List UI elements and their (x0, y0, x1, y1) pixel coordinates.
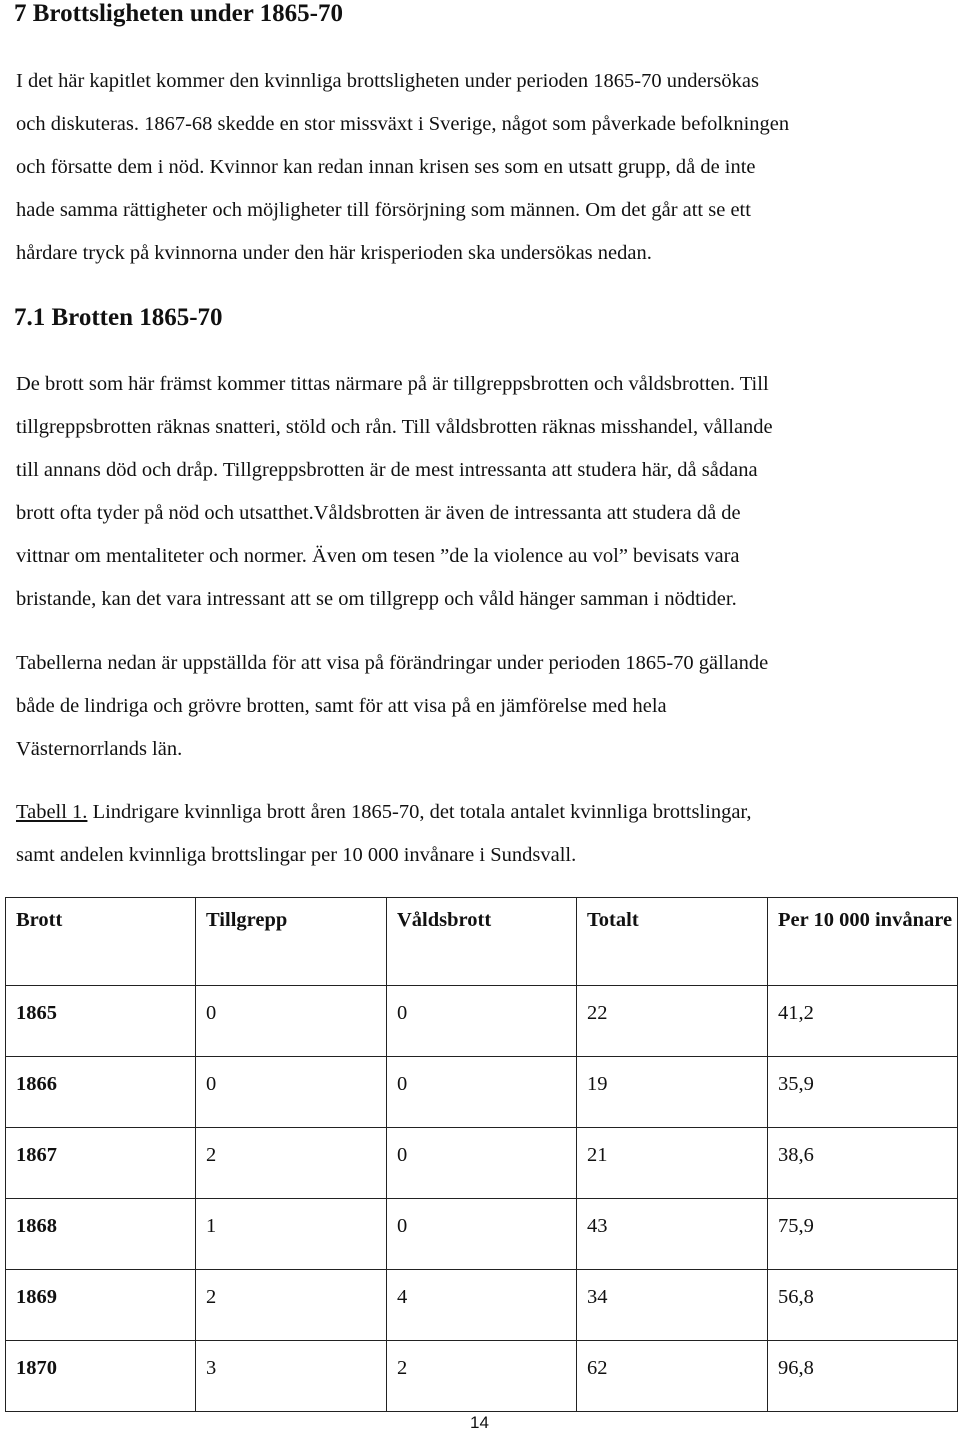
intro-line: och försatte dem i nöd. Kvinnor kan redan innan krisen ses som en utsatt grupp, då de inte (16, 156, 756, 178)
cell-valdsbrott: 2 (387, 1341, 577, 1412)
intro-line: hårdare tryck på kvinnorna under den här krisperioden ska undersökas nedan. (16, 242, 652, 264)
intro-line: och diskuteras. 1867-68 skedde en stor missväxt i Sverige, något som påverkade befolkningen (16, 113, 790, 135)
intro-paragraph (16, 60, 951, 275)
cell-year: 1865 (6, 986, 196, 1057)
cell-year: 1870 (6, 1341, 196, 1412)
crimes-line: vittnar om mentaliteter och normer. Även om tesen ”de la violence au vol” bevisats vara (16, 545, 740, 567)
cell-tillgrepp: 1 (196, 1199, 387, 1270)
tables-paragraph (16, 642, 951, 771)
cell-per-10000: 41,2 (768, 986, 958, 1057)
caption-line (16, 791, 951, 834)
crimes-line: De brott som här främst kommer tittas närmare på är tillgreppsbrotten och våldsbrotten. Till (16, 373, 769, 395)
cell-totalt: 22 (577, 986, 768, 1057)
table-row (6, 1199, 958, 1270)
cell-tillgrepp: 0 (196, 1057, 387, 1128)
table-row (6, 1057, 958, 1128)
crimes-line: tillgreppsbrotten räknas snatteri, stöld och rån. Till våldsbrotten räknas misshandel, vållande (16, 416, 773, 438)
section-heading: 7.1 Brotten 1865-70 (14, 304, 223, 331)
cell-tillgrepp: 2 (196, 1128, 387, 1199)
table-row (6, 986, 958, 1057)
crimes-line: brott ofta tyder på nöd och utsatthet.Våldsbrotten är även de intressanta att studera då de (16, 502, 741, 524)
header-tillgrepp: Tillgrepp (196, 898, 387, 986)
cell-year: 1866 (6, 1057, 196, 1128)
table-row (6, 1128, 958, 1199)
caption-text: Lindrigare kvinnliga brott åren 1865-70, det totala antalet kvinnliga brottslingar, (87, 801, 752, 823)
cell-valdsbrott: 4 (387, 1270, 577, 1341)
cell-tillgrepp: 3 (196, 1341, 387, 1412)
tables-line: Tabellerna nedan är uppställda för att visa på förändringar under perioden 1865-70 gällande (16, 652, 769, 674)
cell-valdsbrott: 0 (387, 1128, 577, 1199)
tables-line: Västernorrlands län. (16, 738, 183, 760)
tables-line: både de lindriga och grövre brotten, samt för att visa på en jämförelse med hela (16, 695, 667, 717)
intro-line: I det här kapitlet kommer den kvinnliga brottsligheten under perioden 1865-70 undersökas (16, 70, 759, 92)
table-caption (16, 791, 951, 877)
cell-totalt: 19 (577, 1057, 768, 1128)
cell-valdsbrott: 0 (387, 1199, 577, 1270)
cell-totalt: 21 (577, 1128, 768, 1199)
cell-per-10000: 38,6 (768, 1128, 958, 1199)
intro-line: hade samma rättigheter och möjligheter till försörjning som männen. Om det går att se ett (16, 199, 751, 221)
cell-per-10000: 56,8 (768, 1270, 958, 1341)
cell-totalt: 34 (577, 1270, 768, 1341)
header-valdsbrott: Våldsbrott (387, 898, 577, 986)
cell-tillgrepp: 2 (196, 1270, 387, 1341)
cell-per-10000: 96,8 (768, 1341, 958, 1412)
header-brott: Brott (6, 898, 196, 986)
cell-totalt: 43 (577, 1199, 768, 1270)
cell-per-10000: 35,9 (768, 1057, 958, 1128)
caption-line: samt andelen kvinnliga brottslingar per 10 000 invånare i Sundsvall. (16, 844, 577, 866)
crime-table (5, 897, 958, 1412)
crimes-line: bristande, kan det vara intressant att se om tillgrepp och våld hänger samman i nödtider. (16, 588, 737, 610)
table-row (6, 1341, 958, 1412)
header-totalt: Totalt (577, 898, 768, 986)
cell-valdsbrott: 0 (387, 986, 577, 1057)
cell-per-10000: 75,9 (768, 1199, 958, 1270)
page-number: 14 (470, 1413, 489, 1432)
cell-year: 1867 (6, 1128, 196, 1199)
table-header-row (6, 898, 958, 986)
caption-label: Tabell 1. (16, 801, 88, 823)
crimes-paragraph (16, 363, 951, 621)
cell-totalt: 62 (577, 1341, 768, 1412)
crimes-line: till annans död och dråp. Tillgreppsbrotten är de mest intressanta att studera här, då sådana (16, 459, 758, 481)
table-row (6, 1270, 958, 1341)
cell-year: 1868 (6, 1199, 196, 1270)
header-per-10000: Per 10 000 invånare (768, 898, 958, 986)
cell-valdsbrott: 0 (387, 1057, 577, 1128)
cell-year: 1869 (6, 1270, 196, 1341)
cell-tillgrepp: 0 (196, 986, 387, 1057)
chapter-heading: 7 Brottsligheten under 1865-70 (14, 0, 343, 27)
